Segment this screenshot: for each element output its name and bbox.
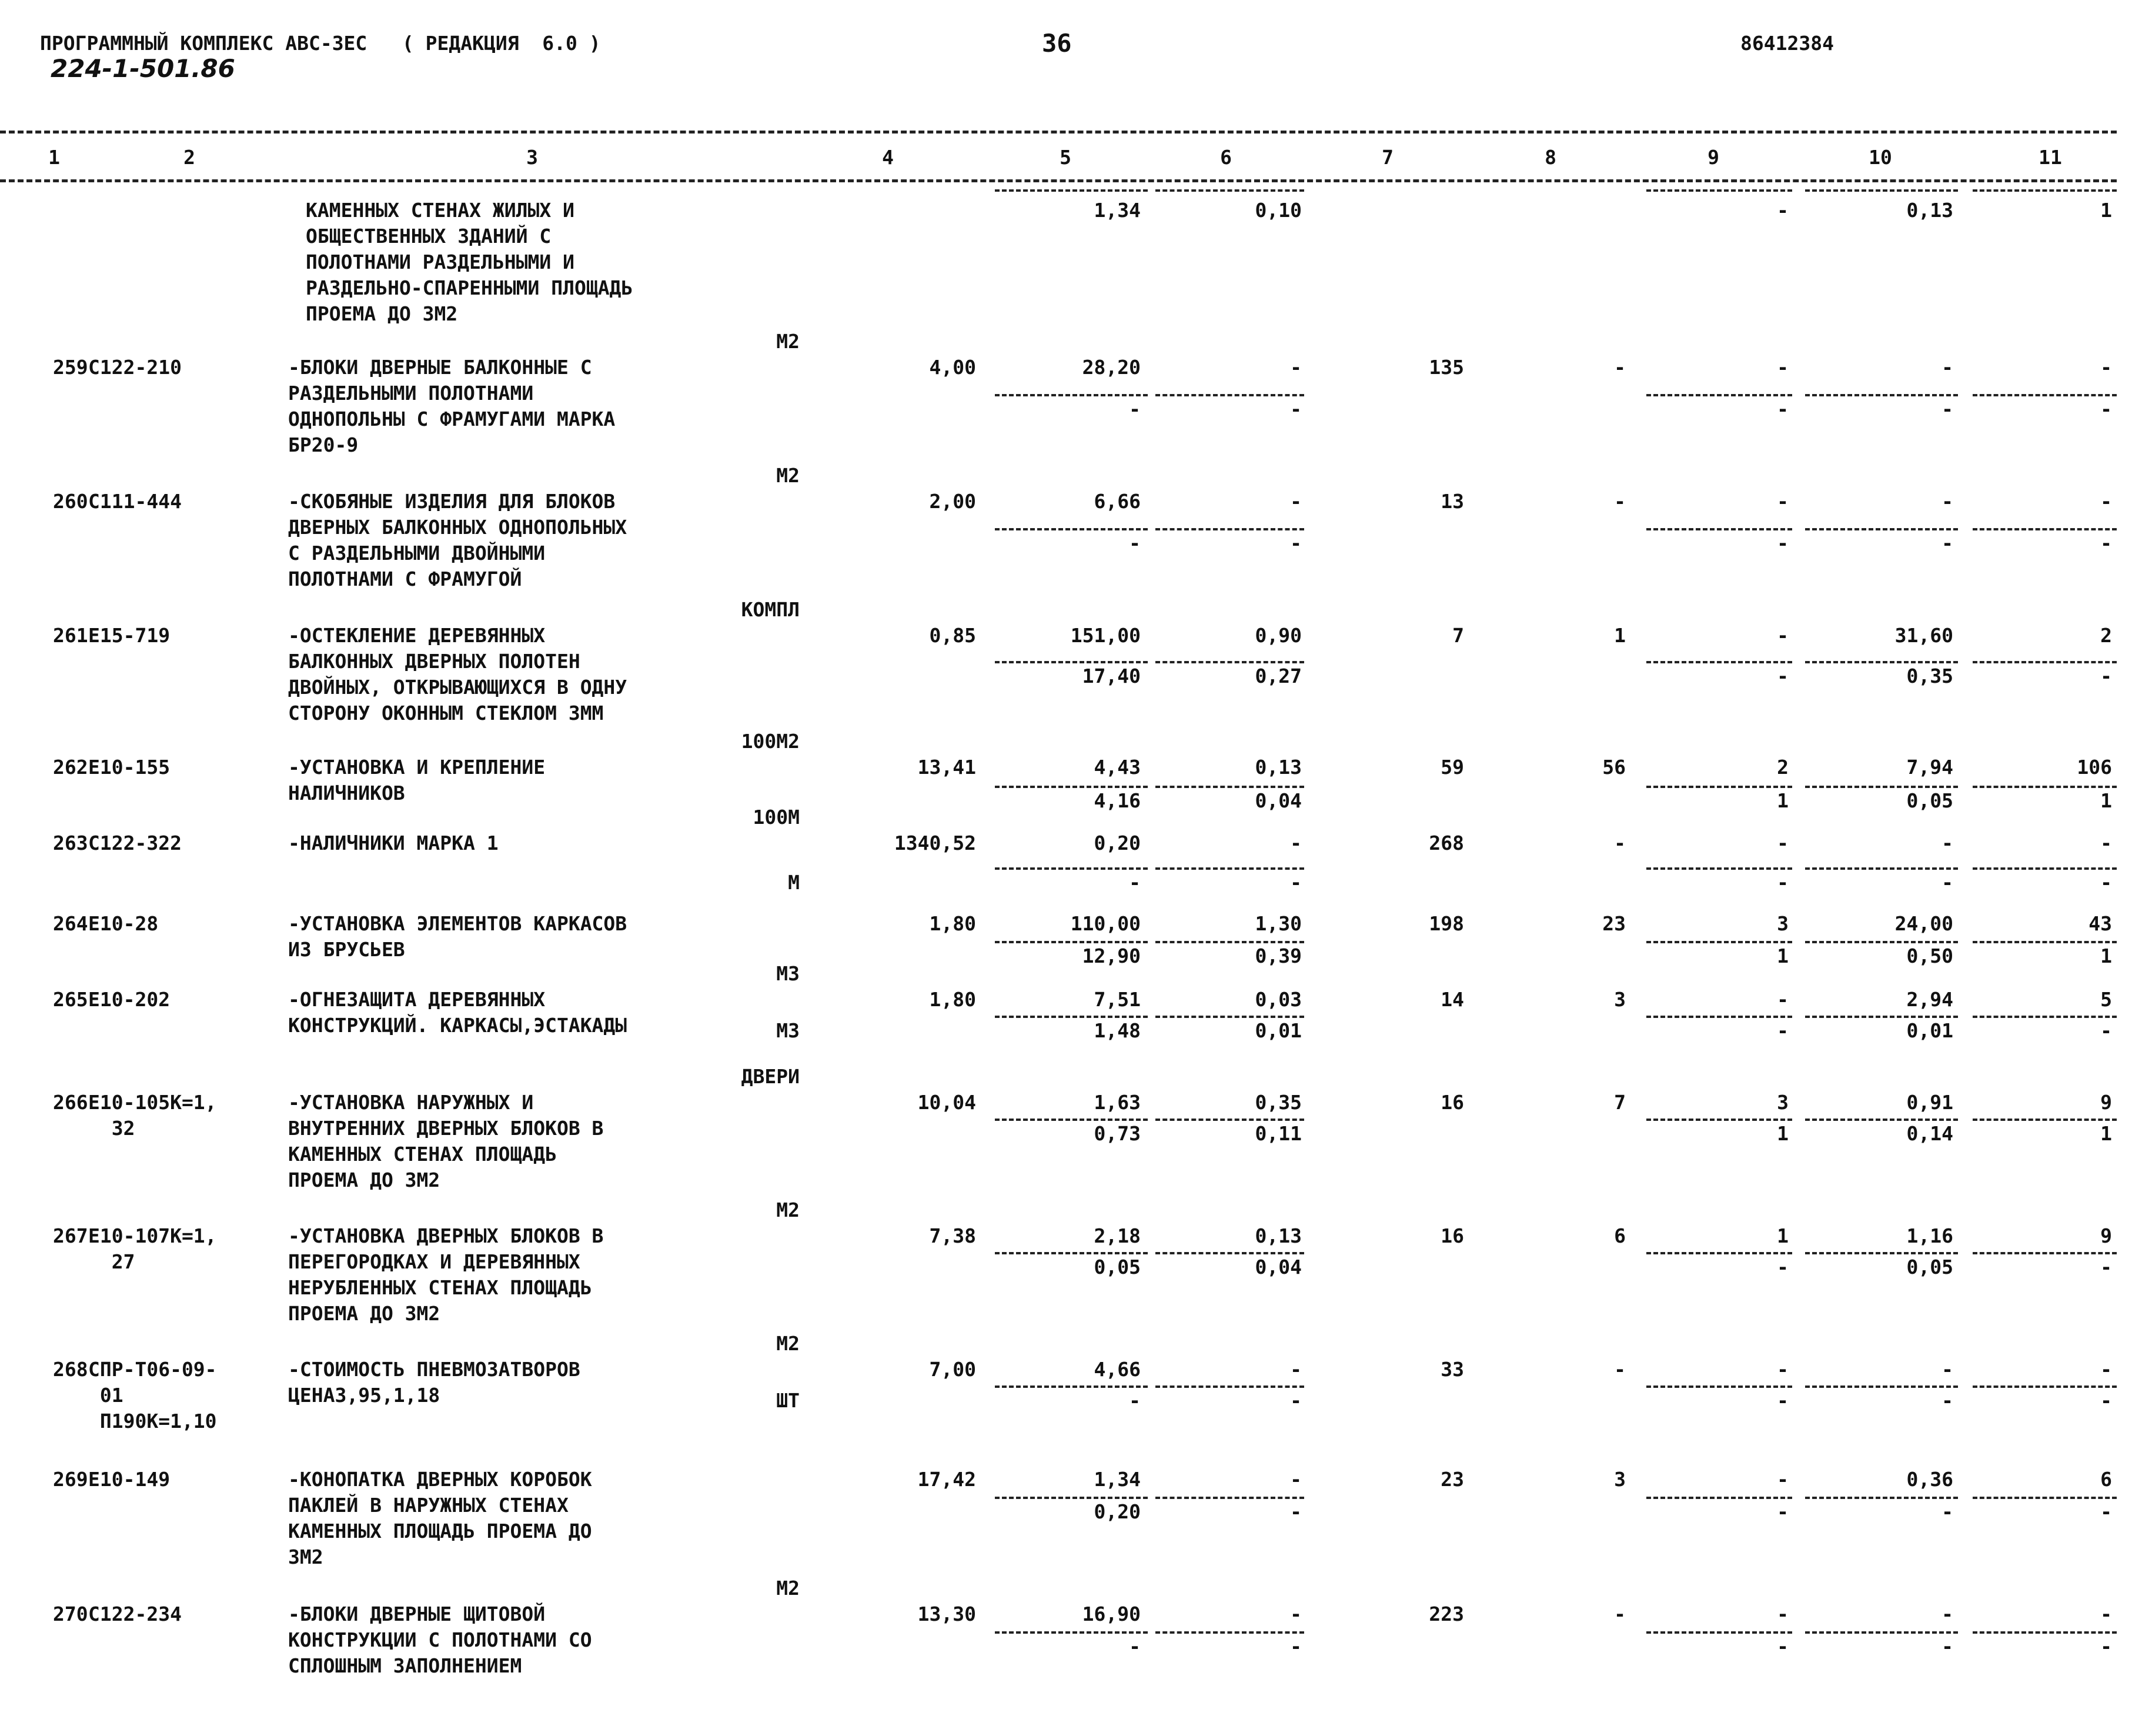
cell-value: 1	[1777, 1224, 1789, 1247]
row-number: 259	[53, 356, 88, 379]
subtotal-divider	[1805, 1252, 1958, 1254]
cell-value: 1	[1777, 1122, 1789, 1145]
subtotal-divider	[1973, 1016, 2117, 1018]
cell-value: 0,35	[1906, 665, 1953, 687]
cell-value: 3	[1777, 1091, 1789, 1114]
subtotal-divider	[995, 1252, 1148, 1254]
work-description: -СТОИМОСТЬ ПНЕВМОЗАТВОРОВ ЦЕНА3,95,1,18	[288, 1358, 580, 1407]
subtotal-divider	[1805, 1497, 1958, 1499]
cell-value: -	[1777, 1358, 1789, 1381]
cell-value: 1	[2100, 1122, 2112, 1145]
subtotal-divider	[1973, 1119, 2117, 1121]
unit-label: 100М2	[741, 730, 800, 753]
cell-value: 0,13	[1255, 756, 1302, 779]
cell-value: -	[1942, 398, 1953, 420]
cell-value: 7,51	[1094, 988, 1141, 1011]
cell-value: -	[1777, 1389, 1789, 1412]
page-number: 36	[1042, 29, 1072, 58]
cell-value: 1	[2100, 789, 2112, 812]
cell-value: -	[1777, 1603, 1789, 1625]
cell-value: -	[1290, 871, 1302, 894]
subtotal-divider	[995, 1119, 1148, 1121]
cell-value: -	[2100, 1019, 2112, 1042]
subtotal-divider	[1973, 394, 2117, 396]
subtotal-divider	[1646, 394, 1792, 396]
cell-value: -	[2100, 1358, 2112, 1381]
cell-value: 4,16	[1094, 789, 1141, 812]
cell-value: 7,94	[1906, 756, 1953, 779]
cell-value: 1	[1777, 789, 1789, 812]
cell-value: 1,48	[1094, 1019, 1141, 1042]
subtotal-divider	[1646, 1119, 1792, 1121]
norm-code: Е10-149	[88, 1468, 171, 1491]
subtotal-divider	[1973, 528, 2117, 530]
subtotal-divider	[995, 867, 1148, 870]
cell-value: 1	[2100, 944, 2112, 967]
subtotal-divider	[1155, 1119, 1304, 1121]
subtotal-divider	[1973, 1252, 2117, 1254]
cell-value: -	[1290, 1635, 1302, 1658]
cell-value: 0,36	[1906, 1468, 1953, 1491]
subtotal-divider	[1646, 867, 1792, 870]
row-number: 265	[53, 988, 88, 1011]
subtotal-divider	[1155, 786, 1304, 788]
cell-value: 5	[2100, 988, 2112, 1011]
cell-value: 1	[1614, 624, 1626, 647]
column-header-6: 6	[1220, 146, 1232, 169]
cell-value: 2	[2100, 624, 2112, 647]
work-description: КАМЕННЫХ СТЕНАХ ЖИЛЫХ И ОБЩЕСТВЕННЫХ ЗДАНИЙ С ПОЛОТНАМИ РАЗДЕЛЬНЫМИ И РАЗДЕЛЬНО-СПАРЕННЫМИ ПЛОЩАДЬ ПРОЕМА ДО 3М2	[306, 199, 633, 325]
cell-value: 0,05	[1906, 789, 1953, 812]
cell-value: 1	[1777, 944, 1789, 967]
subtotal-divider	[995, 528, 1148, 530]
program-title: ПРОГРАММНЫЙ КОМПЛЕКС АВС-3ЕС ( РЕДАКЦИЯ 6.0 )	[40, 32, 601, 55]
cell-value: -	[1942, 871, 1953, 894]
cell-value: 33	[1441, 1358, 1464, 1381]
subtotal-divider	[1155, 1252, 1304, 1254]
cell-value: 0,03	[1255, 988, 1302, 1011]
unit-label: М	[788, 871, 800, 894]
cell-value: 4,43	[1094, 756, 1141, 779]
subtotal-divider	[1805, 1386, 1958, 1388]
work-description: -ОСТЕКЛЕНИЕ ДЕРЕВЯННЫХ БАЛКОННЫХ ДВЕРНЫХ ПОЛОТЕН ДВОЙНЫХ, ОТКРЫВАЮЩИХСЯ В ОДНУ СТОРОНУ ОКОННЫМ СТЕКЛОМ 3ММ	[288, 624, 627, 725]
subtotal-divider	[1805, 1631, 1958, 1634]
cell-value: 0,39	[1255, 944, 1302, 967]
subtotal-divider	[1805, 786, 1958, 788]
cell-value: -	[2100, 1603, 2112, 1625]
cell-value: -	[1290, 532, 1302, 555]
subtotal-divider	[1646, 1252, 1792, 1254]
row-number: 261	[53, 624, 88, 647]
cell-value: -	[1290, 832, 1302, 854]
cell-value: 0,50	[1906, 944, 1953, 967]
cell-value: -	[1777, 199, 1789, 222]
subtotal-divider	[1646, 786, 1792, 788]
column-header-5: 5	[1060, 146, 1071, 169]
unit-label: 100М	[753, 806, 800, 829]
cell-value: 0,13	[1906, 199, 1953, 222]
cell-value: -	[1942, 832, 1953, 854]
quantity: 0,85	[929, 624, 976, 647]
unit-label: М2	[776, 330, 800, 353]
cell-value: 16	[1441, 1224, 1464, 1247]
work-description: -КОНОПАТКА ДВЕРНЫХ КОРОБОК ПАКЛЕЙ В НАРУЖНЫХ СТЕНАХ КАМЕННЫХ ПЛОЩАДЬ ПРОЕМА ДО 3М2	[288, 1468, 592, 1568]
subtotal-divider	[1973, 786, 2117, 788]
cell-value: -	[1129, 398, 1141, 420]
column-header-1: 1	[48, 146, 60, 169]
quantity: 1,80	[929, 988, 976, 1011]
norm-code: Е10-202	[88, 988, 171, 1011]
row-number: 264	[53, 912, 88, 935]
cell-value: 106	[2077, 756, 2112, 779]
cell-value: -	[1777, 1019, 1789, 1042]
column-header-9: 9	[1707, 146, 1719, 169]
subtotal-divider	[1805, 1016, 1958, 1018]
cell-value: -	[1129, 1635, 1141, 1658]
work-description: -СКОБЯНЫЕ ИЗДЕЛИЯ ДЛЯ БЛОКОВ ДВЕРНЫХ БАЛКОННЫХ ОДНОПОЛЬНЫХ С РАЗДЕЛЬНЫМИ ДВОЙНЫМИ ПОЛОТНАМИ С ФРАМУГОЙ	[288, 490, 627, 590]
cell-value: 0,05	[1906, 1256, 1953, 1278]
subtotal-divider	[1155, 1386, 1304, 1388]
subtotal-divider	[995, 1631, 1148, 1634]
cell-value: 12,90	[1082, 944, 1141, 967]
table-top-rule	[0, 131, 2117, 133]
document-number: 86412384	[1740, 32, 1834, 55]
column-header-7: 7	[1382, 146, 1394, 169]
norm-code: С122-234	[88, 1603, 182, 1625]
cell-value: -	[1942, 1358, 1953, 1381]
subtotal-divider	[1805, 528, 1958, 530]
cell-value: -	[1777, 988, 1789, 1011]
subtotal-divider	[1155, 528, 1304, 530]
cell-value: -	[1614, 490, 1626, 513]
cell-value: 1	[2100, 199, 2112, 222]
cell-value: -	[2100, 1256, 2112, 1278]
cell-value: 110,00	[1070, 912, 1141, 935]
work-description: -БЛОКИ ДВЕРНЫЕ ЩИТОВОЙ КОНСТРУКЦИИ С ПОЛОТНАМИ СО СПЛОШНЫМ ЗАПОЛНЕНИЕМ	[288, 1603, 592, 1677]
cell-value: -	[1290, 1500, 1302, 1523]
cell-value: 2,18	[1094, 1224, 1141, 1247]
quantity: 13,41	[917, 756, 976, 779]
cell-value: 17,40	[1082, 665, 1141, 687]
cell-value: 0,11	[1255, 1122, 1302, 1145]
row-number: 270	[53, 1603, 88, 1625]
cell-value: 13	[1441, 490, 1464, 513]
work-description: -УСТАНОВКА ДВЕРНЫХ БЛОКОВ В ПЕРЕГОРОДКАХ И ДЕРЕВЯННЫХ НЕРУБЛЕННЫХ СТЕНАХ ПЛОЩАДЬ ПРОЕМА ДО 3М2	[288, 1224, 604, 1325]
cell-value: 7	[1452, 624, 1464, 647]
subtotal-divider	[995, 189, 1148, 192]
subtotal-divider	[1155, 867, 1304, 870]
cell-value: -	[1290, 1468, 1302, 1491]
norm-code: С122-210	[88, 356, 182, 379]
subtotal-divider	[1646, 1497, 1792, 1499]
cell-value: -	[1777, 1500, 1789, 1523]
cell-value: 0,91	[1906, 1091, 1953, 1114]
work-description: -УСТАНОВКА ЭЛЕМЕНТОВ КАРКАСОВ ИЗ БРУСЬЕВ	[288, 912, 627, 961]
subtotal-divider	[1973, 661, 2117, 663]
cell-value: 9	[2100, 1091, 2112, 1114]
cell-value: 6,66	[1094, 490, 1141, 513]
cell-value: -	[1942, 490, 1953, 513]
cell-value: -	[1129, 1389, 1141, 1412]
column-header-2: 2	[183, 146, 195, 169]
work-description: -УСТАНОВКА НАРУЖНЫХ И ВНУТРЕННИХ ДВЕРНЫХ БЛОКОВ В КАМЕННЫХ СТЕНАХ ПЛОЩАДЬ ПРОЕМА ДО 3М2	[288, 1091, 604, 1191]
subtotal-divider	[995, 394, 1148, 396]
subtotal-divider	[1646, 1386, 1792, 1388]
norm-code: Е10-107К=1, 27	[88, 1224, 217, 1273]
cell-value: 0,10	[1255, 199, 1302, 222]
row-number: 266	[53, 1091, 88, 1114]
subtotal-divider	[1646, 528, 1792, 530]
subtotal-divider	[1805, 1119, 1958, 1121]
cell-value: 0,01	[1255, 1019, 1302, 1042]
subtotal-divider	[1646, 189, 1792, 192]
cell-value: -	[1290, 1358, 1302, 1381]
unit-label: КОМПЛ	[741, 598, 800, 621]
cell-value: 7	[1614, 1091, 1626, 1114]
cell-value: 0,14	[1906, 1122, 1953, 1145]
cell-value: 16	[1441, 1091, 1464, 1114]
cell-value: 56	[1602, 756, 1626, 779]
subtotal-divider	[1646, 1016, 1792, 1018]
cell-value: -	[1777, 532, 1789, 555]
cell-value: 151,00	[1070, 624, 1141, 647]
unit-label: М2	[776, 1577, 800, 1600]
cell-value: -	[2100, 1389, 2112, 1412]
column-header-8: 8	[1545, 146, 1556, 169]
subtotal-divider	[1155, 1497, 1304, 1499]
cell-value: -	[1290, 398, 1302, 420]
cell-value: -	[1942, 532, 1953, 555]
subtotal-divider	[1155, 189, 1304, 192]
cell-value: 0,90	[1255, 624, 1302, 647]
norm-code: С122-322	[88, 832, 182, 854]
subtotal-divider	[1805, 394, 1958, 396]
quantity: 1340,52	[894, 832, 976, 854]
cell-value: -	[1777, 1635, 1789, 1658]
cell-value: 0,04	[1255, 1256, 1302, 1278]
cell-value: 1,34	[1094, 1468, 1141, 1491]
subtotal-divider	[1646, 1631, 1792, 1634]
cell-value: -	[1614, 356, 1626, 379]
cell-value: -	[1129, 871, 1141, 894]
quantity: 7,38	[929, 1224, 976, 1247]
cell-value: 43	[2088, 912, 2112, 935]
cell-value: -	[1777, 356, 1789, 379]
row-number: 260	[53, 490, 88, 513]
column-header-rule	[0, 179, 2117, 182]
cell-value: 3	[1614, 988, 1626, 1011]
cell-value: -	[1777, 665, 1789, 687]
cell-value: 268	[1429, 832, 1464, 854]
norm-code: Е15-719	[88, 624, 171, 647]
cell-value: 1,63	[1094, 1091, 1141, 1114]
norm-code: Е10-28	[88, 912, 159, 935]
cell-value: 0,27	[1255, 665, 1302, 687]
column-header-11: 11	[2039, 146, 2062, 169]
cell-value: -	[2100, 1635, 2112, 1658]
cell-value: 3	[1777, 912, 1789, 935]
cell-value: 0,35	[1255, 1091, 1302, 1114]
subtotal-divider	[1805, 941, 1958, 943]
row-number: 268	[53, 1358, 88, 1381]
cell-value: -	[1290, 1603, 1302, 1625]
cell-value: -	[1614, 1603, 1626, 1625]
row-number: 263	[53, 832, 88, 854]
subtotal-divider	[1155, 941, 1304, 943]
work-description: -БЛОКИ ДВЕРНЫЕ БАЛКОННЫЕ С РАЗДЕЛЬНЫМИ ПОЛОТНАМИ ОДНОПОЛЬНЫ С ФРАМУГАМИ МАРКА БР20-9	[288, 356, 616, 456]
subtotal-divider	[1155, 394, 1304, 396]
cell-value: 23	[1602, 912, 1626, 935]
subtotal-divider	[995, 941, 1148, 943]
cell-value: 2,94	[1906, 988, 1953, 1011]
cell-value: -	[1614, 1358, 1626, 1381]
cell-value: 1,30	[1255, 912, 1302, 935]
quantity: 7,00	[929, 1358, 976, 1381]
cell-value: 2	[1777, 756, 1789, 779]
subtotal-divider	[1155, 1631, 1304, 1634]
cell-value: 14	[1441, 988, 1464, 1011]
work-description: -УСТАНОВКА И КРЕПЛЕНИЕ НАЛИЧНИКОВ	[288, 756, 546, 804]
subtotal-divider	[1973, 189, 2117, 192]
cell-value: 0,04	[1255, 789, 1302, 812]
cell-value: 23	[1441, 1468, 1464, 1491]
subtotal-divider	[1973, 1631, 2117, 1634]
norm-code: СПР-Т06-09- 01 П190К=1,10	[88, 1358, 217, 1433]
unit-label: ДВЕРИ	[741, 1065, 800, 1088]
norm-code: С111-444	[88, 490, 182, 513]
unit-label: М2	[776, 1332, 800, 1355]
subtotal-divider	[1973, 867, 2117, 870]
cell-value: 6	[2100, 1468, 2112, 1491]
subtotal-divider	[995, 661, 1148, 663]
quantity: 13,30	[917, 1603, 976, 1625]
subtotal-divider	[1973, 941, 2117, 943]
unit-label: ШТ	[776, 1389, 800, 1412]
cell-value: -	[1777, 1256, 1789, 1278]
unit-label: М2	[776, 1198, 800, 1221]
work-description: -НАЛИЧНИКИ МАРКА 1	[288, 832, 499, 854]
subtotal-divider	[1805, 189, 1958, 192]
cell-value: -	[2100, 490, 2112, 513]
cell-value: -	[2100, 532, 2112, 555]
subtotal-divider	[1973, 1386, 2117, 1388]
subtotal-divider	[1973, 1497, 2117, 1499]
cell-value: -	[1942, 1389, 1953, 1412]
norm-code: Е10-105К=1, 32	[88, 1091, 217, 1140]
unit-label: М3	[776, 962, 800, 985]
cell-value: -	[2100, 356, 2112, 379]
cell-value: 3	[1614, 1468, 1626, 1491]
cell-value: -	[1614, 832, 1626, 854]
cell-value: 0,13	[1255, 1224, 1302, 1247]
quantity: 17,42	[917, 1468, 976, 1491]
cell-value: 28,20	[1082, 356, 1141, 379]
unit-label: М2	[776, 464, 800, 487]
cell-value: -	[2100, 665, 2112, 687]
unit-label: М3	[776, 1019, 800, 1042]
cell-value: 6	[1614, 1224, 1626, 1247]
cell-value: -	[1777, 624, 1789, 647]
cell-value: -	[1777, 1468, 1789, 1491]
norm-code: Е10-155	[88, 756, 171, 779]
cell-value: -	[2100, 1500, 2112, 1523]
subtotal-divider	[995, 1497, 1148, 1499]
subtotal-divider	[1805, 867, 1958, 870]
cell-value: 16,90	[1082, 1603, 1141, 1625]
cell-value: -	[1777, 398, 1789, 420]
cell-value: 1,34	[1094, 199, 1141, 222]
cell-value: -	[1942, 356, 1953, 379]
cell-value: -	[1129, 532, 1141, 555]
cell-value: -	[1942, 1635, 1953, 1658]
subtotal-divider	[1646, 941, 1792, 943]
cell-value: -	[1942, 1500, 1953, 1523]
row-number: 262	[53, 756, 88, 779]
cell-value: -	[1777, 832, 1789, 854]
cell-value: -	[2100, 871, 2112, 894]
cell-value: 135	[1429, 356, 1464, 379]
cell-value: 59	[1441, 756, 1464, 779]
subtotal-divider	[1155, 661, 1304, 663]
cell-value: 9	[2100, 1224, 2112, 1247]
column-header-10: 10	[1869, 146, 1892, 169]
subtotal-divider	[1646, 661, 1792, 663]
work-description: -ОГНЕЗАЩИТА ДЕРЕВЯННЫХ КОНСТРУКЦИЙ. КАРКАСЫ,ЭСТАКАДЫ	[288, 988, 627, 1037]
cell-value: 198	[1429, 912, 1464, 935]
cell-value: 0,20	[1094, 832, 1141, 854]
subtotal-divider	[995, 1016, 1148, 1018]
row-number: 267	[53, 1224, 88, 1247]
column-header-3: 3	[526, 146, 538, 169]
cell-value: -	[1942, 1603, 1953, 1625]
cell-value: 0,05	[1094, 1256, 1141, 1278]
quantity: 10,04	[917, 1091, 976, 1114]
cell-value: 24,00	[1894, 912, 1953, 935]
cell-value: -	[1290, 1389, 1302, 1412]
quantity: 1,80	[929, 912, 976, 935]
cell-value: 0,20	[1094, 1500, 1141, 1523]
cell-value: -	[2100, 832, 2112, 854]
cell-value: 0,01	[1906, 1019, 1953, 1042]
project-code: 224-1-501.86	[51, 54, 235, 83]
row-number: 269	[53, 1468, 88, 1491]
quantity: 4,00	[929, 356, 976, 379]
quantity: 2,00	[929, 490, 976, 513]
subtotal-divider	[995, 1386, 1148, 1388]
cell-value: 1,16	[1906, 1224, 1953, 1247]
column-header-4: 4	[882, 146, 894, 169]
cell-value: -	[2100, 398, 2112, 420]
cell-value: 4,66	[1094, 1358, 1141, 1381]
cell-value: 0,73	[1094, 1122, 1141, 1145]
cell-value: 223	[1429, 1603, 1464, 1625]
cell-value: -	[1290, 356, 1302, 379]
cell-value: -	[1777, 871, 1789, 894]
cell-value: -	[1290, 490, 1302, 513]
subtotal-divider	[995, 786, 1148, 788]
subtotal-divider	[1155, 1016, 1304, 1018]
subtotal-divider	[1805, 661, 1958, 663]
cell-value: 31,60	[1894, 624, 1953, 647]
cell-value: -	[1777, 490, 1789, 513]
